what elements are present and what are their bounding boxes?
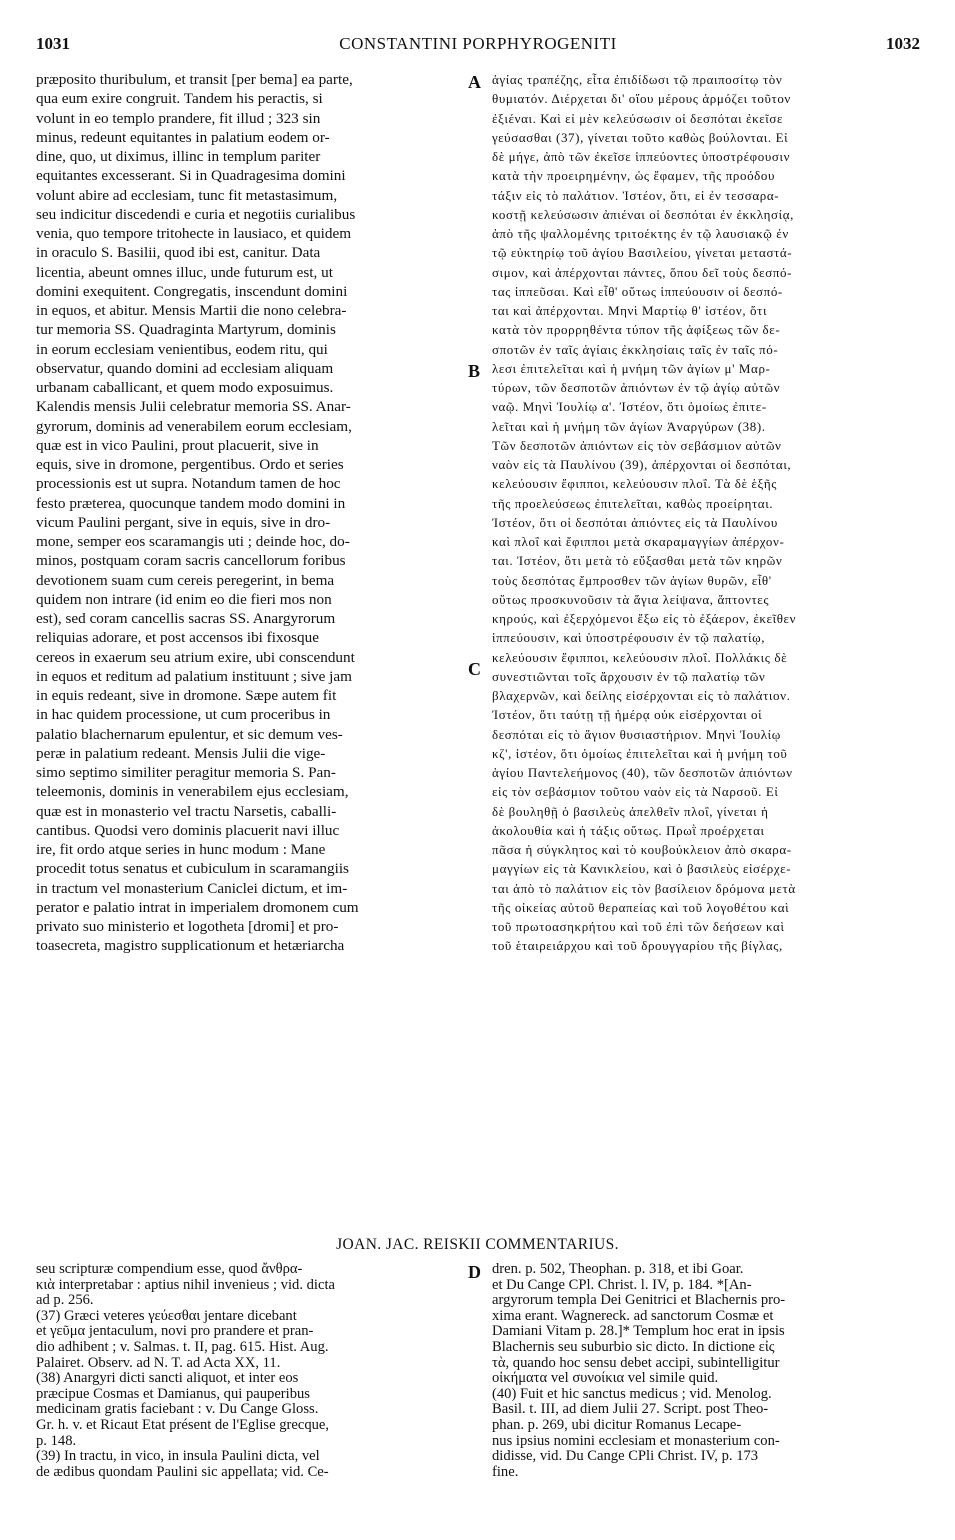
latin-line: toasecreta, magistro supplicationum et hetæriarcha bbox=[36, 937, 345, 955]
commentary-line: et Du Cange CPl. Christ. l. IV, p. 184. *[An- bbox=[492, 1277, 752, 1293]
latin-line: palatio blachernarum epulentur, et sic demum ves- bbox=[36, 725, 343, 743]
latin-line: in tractum vel monasterium Caniclei dictum, et im- bbox=[36, 879, 348, 897]
latin-line: minos, postquam coram sacris cancellorum foribus bbox=[36, 552, 346, 570]
commentary-line: nus ipsius nomini ecclesiam et monasterium con- bbox=[492, 1433, 780, 1449]
greek-line: τοῦ πρωτοασηκρήτου καὶ τοῦ ἐπὶ τῶν δεήσεων καὶ bbox=[492, 919, 785, 934]
greek-line: τοὺς δεσπότας ἔμπροσθεν τῶν ἁγίων θυρῶν, εἶθ' bbox=[492, 572, 772, 588]
commentary-line: et γεῦμα jentaculum, novi pro prandere et pran- bbox=[36, 1324, 314, 1340]
commentary-line: (39) In tractu, in vico, in insula Paulini dicta, vel bbox=[36, 1449, 320, 1465]
commentary-line: fine. bbox=[492, 1464, 519, 1480]
margin-marker: A bbox=[468, 72, 481, 92]
greek-text-column bbox=[492, 70, 920, 956]
commentary-line: (37) Græci veteres γεύεσθαι jentare dicebant bbox=[36, 1308, 297, 1324]
commentary-line: Blachernis seu suburbio sic dicto. In dictione εἰς bbox=[492, 1339, 775, 1355]
greek-line: ται. Ἰστέον, ὅτι μετὰ τὸ εὔξασθαι μετὰ τῶν κηρῶν bbox=[492, 553, 783, 569]
greek-line: τύρων, τῶν δεσποτῶν ἀπιόντων ἐν τῷ ἁγίῳ αὐτῶν bbox=[492, 380, 781, 395]
commentary-line: (40) Fuit et hic sanctus medicus ; vid. Menolog. bbox=[492, 1386, 772, 1402]
latin-line: teleemonis, dominis in venerabilem ejus ecclesiam, bbox=[36, 783, 349, 801]
greek-line: δὲ βουληθῇ ὁ βασιλεὺς ἀπελθεῖν πλοΐ, γίνεται ἡ bbox=[492, 803, 769, 819]
commentary-line: οἰκήματα vel συνοίκια vel simile quid. bbox=[492, 1371, 719, 1387]
greek-line: τοῦ ἑταιρειάρχου καὶ τοῦ δρουγγαρίου τῆς βίγλας, bbox=[492, 938, 783, 954]
latin-line: Kalendis mensis Julii celebratur memoria SS. Anar- bbox=[36, 398, 351, 416]
latin-line: minus, redeunt equitantes in palatium eodem or- bbox=[36, 128, 330, 146]
latin-line: in hac quidem processione, ut cum proceribus in bbox=[36, 706, 331, 724]
latin-line: mone, semper eos scaramangis uti ; deinde hoc, do- bbox=[36, 533, 350, 550]
latin-line: processionis est ut supra. Notandum tamen de hoc bbox=[36, 475, 341, 493]
greek-line: σιμον, καὶ ἀπέρχονται πάντες, ὅπου δεῖ τοὺς δεσπό- bbox=[492, 264, 793, 280]
latin-line: equis, sive in dromone, pergentibus. Ordo et series bbox=[36, 456, 344, 473]
latin-line: in eorum ecclesiam venientibus, eodem ritu, qui bbox=[36, 340, 328, 358]
latin-line: est), sed coram cancellis sacras SS. Anargyrorum bbox=[36, 610, 336, 627]
greek-line: γεύσασθαι (37), γίνεται τοῦτο καθὼς βούλονται. Εἰ bbox=[492, 129, 789, 145]
greek-line: Ἰστέον, ὅτι οἱ δεσπόται ἀπιόντες εἰς τὰ Παυλίνου bbox=[492, 514, 778, 530]
latin-line: festo prӕterea, quocunque tandem modo domini in bbox=[36, 494, 346, 512]
latin-line: procedit totus senatus et cubiculum in scaramangiis bbox=[36, 860, 349, 878]
latin-line: dine, quo, ut diximus, illinc in templum pariter bbox=[36, 148, 321, 165]
latin-line: cantibus. Quodsi vero dominis placuerit navi illuc bbox=[36, 821, 340, 839]
latin-text-column bbox=[36, 70, 466, 956]
latin-line: gyrorum, dominis ad venerabilem eorum ecclesiam, bbox=[36, 417, 352, 435]
commentary-title: JOAN. JAC. REISKII COMMENTARIUS. bbox=[336, 1236, 619, 1253]
greek-line: δεσπόται εἰς τὸ ἅγιον θυσιαστήριον. Μηνὶ Ἰουλίῳ bbox=[492, 726, 781, 742]
greek-line: κατὰ τὴν προειρημένην, ὡς ἔφαμεν, τῆς προόδου bbox=[492, 168, 776, 184]
greek-line: συνεστιῶνται τοῖς ἄρχουσιν ἐν τῷ παλατίῳ τῶν bbox=[492, 668, 766, 684]
latin-line: domini exequitent. Congregatis, inscendunt domini bbox=[36, 282, 348, 300]
latin-line: seu indicitur discedendi e curia et negotiis curialibus bbox=[36, 205, 356, 223]
running-title: CONSTANTINI PORPHYROGENITI bbox=[339, 34, 617, 53]
greek-line: θυμιατόν. Διέρχεται δι' οἵου μέρους ἁρμόζει τοῦτον bbox=[492, 91, 791, 107]
greek-line: τας ἱππεῦσαι. Καὶ εἶθ' οὕτως ἱππεύουσιν οἱ δεσπό- bbox=[492, 283, 783, 299]
margin-marker: B bbox=[468, 360, 481, 381]
latin-line: volunt in eo templo prandere, fit illud ; 323 sin bbox=[36, 109, 321, 127]
latin-line: quidem non intrare (id enim eo die fieri mos non bbox=[36, 590, 332, 608]
latin-line: privato suo ministerio et logotheta [dromi] et pro- bbox=[36, 918, 339, 935]
latin-line: tur memoria SS. Quadraginta Martyrum, dominis bbox=[36, 321, 336, 339]
latin-line: præposito thuribulum, et transit [per bema] ea parte, bbox=[36, 71, 353, 88]
greek-line: σποτῶν ἐν ταῖς ἁγίαις ἐκκλησίαις ταῖς ἐν ταῖς πό- bbox=[492, 341, 779, 357]
greek-line: κελεύουσιν ἔφιπποι, κελεύουσιν πλοΐ. Τὰ δὲ ἑξῆς bbox=[492, 476, 778, 492]
latin-line: quæ est in vico Paulini, prout placuerit, sive in bbox=[36, 436, 319, 454]
greek-line: ναὸν εἰς τὰ Παυλίνου (39), ἀπέρχονται οἱ δεσπόται, bbox=[492, 457, 792, 472]
margin-marker: C bbox=[468, 658, 481, 679]
latin-line: vicum Paulini pergant, sive in equis, sive in dro- bbox=[36, 513, 331, 531]
greek-line: κηρούς, καὶ ἐξερχόμενοι ἔξω εἰς τὸ ἐξάερον, ἐκεῖθεν bbox=[492, 611, 797, 626]
greek-line: ἱππεύουσιν, καὶ ὑποστρέφουσιν ἐν τῷ παλατίῳ, bbox=[492, 630, 766, 646]
commentary-right-column bbox=[492, 1262, 920, 1480]
margin-marker-d: D bbox=[468, 1262, 481, 1282]
latin-line: quæ est in monasterio vel tractu Narsetis, caballi- bbox=[36, 802, 337, 820]
commentary-left-column bbox=[36, 1262, 466, 1480]
latin-line: ire, fit ordo atque series in hunc modum : Mane bbox=[36, 841, 326, 858]
commentary-line: ad p. 256. bbox=[36, 1293, 94, 1309]
greek-line: ναῷ. Μηνὶ Ἰουλίῳ α'. Ἰστέον, ὅτι ὁμοίως ἐπιτε- bbox=[492, 399, 767, 415]
greek-line: κοστῇ κελεύσωσιν ἀπιέναι οἱ δεσπόται ἐν ἐκκλησίᾳ, bbox=[492, 206, 795, 222]
page-number-right: 1032 bbox=[886, 34, 920, 53]
greek-line: βλαχερνῶν, καὶ δείλης εἰσέρχονται εἰς τὸ παλάτιον. bbox=[492, 688, 791, 703]
greek-line: οὕτως προσκυνοῦσιν τὰ ἅγια λείψανα, ἅπτοντες bbox=[492, 591, 770, 607]
commentary-line: Gr. h. v. et Ricaut Etat présent de l'Eglise grecque, bbox=[36, 1417, 330, 1433]
latin-line: urbanam caballicant, et quem modo exposuimus. bbox=[36, 379, 334, 396]
commentary-line: medicinam gratis faciebant : v. Du Cange Gloss. bbox=[36, 1402, 319, 1418]
commentary-line: xima erant. Wagnereck. ad sanctorum Cosmæ et bbox=[492, 1308, 774, 1324]
latin-line: venia, quo tempore tritohecte in lausiaco, et quidem bbox=[36, 225, 352, 242]
commentary-line: dio adhibent ; v. Salmas. t. II, pag. 615. Hist. Aug. bbox=[36, 1339, 329, 1355]
greek-line: λεσι ἐπιτελεῖται καὶ ἡ μνήμη τῶν ἁγίων μ' Μαρ- bbox=[492, 360, 771, 376]
latin-line: simo septimo similiter peragitur memoria S. Pan- bbox=[36, 764, 336, 781]
latin-line: in equos, et abitur. Mensis Martii die nono celebra- bbox=[36, 302, 347, 319]
greek-line: τῆς προελεύσεως ἐπιτελεῖται, καθὼς προείρηται. bbox=[492, 495, 774, 511]
latin-line: in oraculo S. Basilii, quod ibi est, canitur. Data bbox=[36, 244, 321, 262]
commentary-line: p. 148. bbox=[36, 1433, 77, 1449]
commentary-line: argyrorum templa Dei Genitrici et Blachernis pro- bbox=[492, 1293, 786, 1309]
latin-line: in equis redeant, sive in dromone. Sæpe autem fit bbox=[36, 687, 337, 704]
commentary-line: τὰ, quando hoc sensu debet accipi, subintelligitur bbox=[492, 1355, 780, 1371]
commentary-line: præcipue Cosmas et Damianus, qui pauperibus bbox=[36, 1386, 310, 1402]
commentary-line: (38) Anargyri dicti sancti aliquot, et inter eos bbox=[36, 1371, 299, 1387]
greek-line: ται καὶ ἀπέρχονται. Μηνὶ Μαρτίῳ θ' ἰστέον, ὅτι bbox=[492, 303, 768, 318]
commentary-line: Basil. t. III, ad diem Julii 27. Script. post Theo- bbox=[492, 1402, 769, 1418]
commentary-line: de ædibus quondam Paulini sic appellata; vid. Ce- bbox=[36, 1464, 329, 1480]
latin-line: equitantes excesserant. Si in Quadragesima domini bbox=[36, 167, 346, 185]
commentary-line: phan. p. 269, ubi dicitur Romanus Lecape- bbox=[492, 1417, 742, 1433]
greek-line: καὶ πλοΐ καὶ ἔφιπποι μετὰ σκαραμαγγίων ἀπέρχον- bbox=[492, 534, 785, 549]
greek-line: ἁγίου Παντελεήμονος (40), τῶν δεσποτῶν ἀπιόντων bbox=[492, 765, 793, 780]
latin-line: devotionem suam cum cereis peregerint, in bema bbox=[36, 571, 335, 589]
greek-line: μαγγίων εἰς τὰ Κανικλείου, καὶ ὁ βασιλεὺς εἰσέρχε- bbox=[492, 861, 792, 877]
greek-line: τάξιν εἰς τὸ παλάτιον. Ἰστέον, ὅτι, εἰ ἐν τεσσαρα- bbox=[492, 187, 780, 203]
latin-line: perator e palatio intrat in imperialem dromonem cum bbox=[36, 898, 359, 916]
latin-line: in equos et reditum ad palatium instituunt ; sive jam bbox=[36, 667, 352, 685]
greek-line: τῷ εὐκτηρίῳ τοῦ ἁγίου Βασιλείου, γίνεται μεταστά- bbox=[492, 245, 793, 261]
commentary-line: didisse, vid. Du Cange CPli Christ. IV, p. 173 bbox=[492, 1449, 759, 1465]
greek-line: Ἰστέον, ὅτι ταύτῃ τῇ ἡμέρᾳ οὐκ εἰσέρχονται οἱ bbox=[492, 707, 763, 723]
latin-line: reliquias adorare, et post accensos ibi fixosque bbox=[36, 629, 319, 647]
greek-line: κατὰ τὸν προρρηθέντα τύπον τῆς ἀφίξεως τῶν δε- bbox=[492, 322, 781, 338]
greek-line: ἀπὸ τῆς ψαλλομένης τριτοέκτης ἐν τῷ λαυσιακῷ ἐν bbox=[492, 226, 789, 241]
latin-line: licentia, abeunt omnes illuc, unde futurum est, ut bbox=[36, 263, 333, 281]
page-number-left: 1031 bbox=[36, 34, 70, 53]
latin-line: qua eum exire congruit. Tandem his peractis, si bbox=[36, 90, 323, 108]
greek-line: δὲ μήγε, ἀπὸ τῶν ἐκεῖσε ἱππεύοντες ὑποστρέφουσιν bbox=[492, 149, 791, 164]
greek-line: ἁγίας τραπέζης, εἶτα ἐπιδίδωσι τῷ πραιποσίτῳ τὸν bbox=[492, 72, 783, 87]
latin-line: peræ in palatium redeant. Mensis Julii die vige- bbox=[36, 744, 326, 762]
commentary-line: dren. p. 502, Theophan. p. 318, et ibi Goar. bbox=[492, 1262, 744, 1277]
greek-line: ἀκολουθία καὶ ἡ τάξις οὕτως. Πρωῒ προέρχεται bbox=[492, 822, 765, 838]
greek-line: κελεύουσιν ἔφιπποι, κελεύουσιν πλοΐ. Πολλάκις δὲ bbox=[492, 649, 788, 665]
greek-line: τῆς οἰκείας αὐτοῦ θεραπείας καὶ τοῦ λογοθέτου καὶ bbox=[492, 899, 790, 915]
greek-line: κζ', ἰστέον, ὅτι ὁμοίως ἐπιτελεῖται καὶ ἡ μνήμη τοῦ bbox=[492, 745, 788, 761]
latin-line: observatur, quando domini ad ecclesiam aliquam bbox=[36, 359, 334, 377]
commentary-line: seu scripturæ compendium esse, quod ἄνθρα- bbox=[36, 1262, 303, 1277]
page-header bbox=[36, 34, 920, 60]
commentary-line: κιὰ interpretabar : aptius nihil invenieus ; vid. dicta bbox=[36, 1277, 335, 1293]
greek-line: εἰς τὸν σεβάσμιον τοῦτου ναὸν εἰς τὰ Ναρσοῦ. Εἰ bbox=[492, 784, 779, 800]
greek-line: ται ἀπὸ τὸ παλάτιον εἰς τὸν βασίλειον δρόμονα μετὰ bbox=[492, 880, 796, 896]
latin-line: volunt abire ad ecclesiam, tunc fit metastasimum, bbox=[36, 186, 338, 204]
greek-line: ἐξιέναι. Καὶ εἰ μὲν κελεύσωσιν οἱ δεσπόται ἐκεῖσε bbox=[492, 110, 784, 126]
greek-line: λεῖται καὶ ἡ μνήμη τῶν ἁγίων Ἀναργύρων (38). bbox=[492, 418, 766, 434]
greek-line: πᾶσα ἡ σύγκλητος καὶ τὸ κουβούκλειον ἀπὸ σκαρα- bbox=[492, 842, 792, 857]
commentary-line: Palairet. Observ. ad N. T. ad Acta XX, 11. bbox=[36, 1355, 281, 1371]
greek-line: Τῶν δεσποτῶν ἀπιόντων εἰς τὸν σεβάσμιον αὐτῶν bbox=[492, 437, 782, 453]
commentary-line: Damiani Vitam p. 28.]* Templum hoc erat in ipsis bbox=[492, 1324, 785, 1340]
latin-line: cereos in exaerum seu atrium exire, ubi conscendunt bbox=[36, 648, 355, 666]
